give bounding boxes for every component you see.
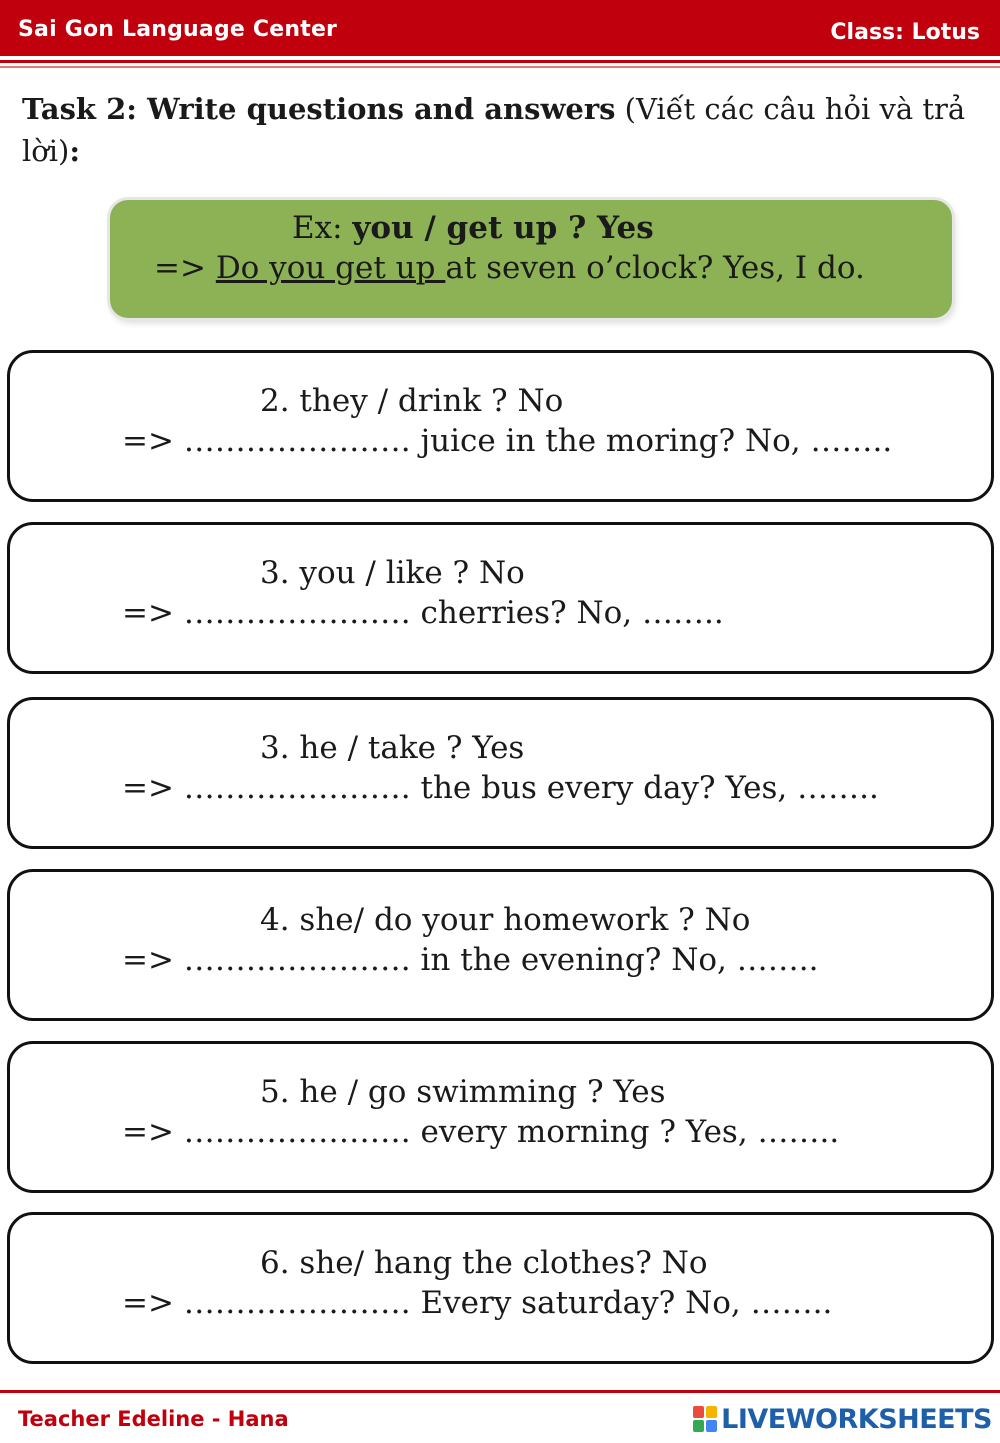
liveworksheets-logo-icon [693, 1406, 717, 1432]
header-bar [0, 0, 1000, 56]
task-title: Task 2: Write questions and answers [22, 92, 616, 126]
example-answer-rest: at seven o’clock? Yes, I do. [445, 250, 865, 286]
center-name: Sai Gon Language Center [18, 17, 338, 42]
question-answer-line[interactable]: => …………………. every morning ? Yes, …….. [122, 1114, 840, 1150]
question-box [7, 1041, 994, 1193]
example-box [110, 200, 952, 318]
example-arrow: => [154, 250, 216, 286]
liveworksheets-brand[interactable] [693, 1404, 992, 1434]
question-answer-line[interactable]: => …………………. Every saturday? No, …….. [122, 1285, 833, 1321]
question-answer-line[interactable]: => …………………. juice in the moring? No, …….. [122, 423, 893, 459]
question-box [7, 869, 994, 1021]
class-label: Class: Lotus [830, 20, 980, 45]
task-instruction [22, 88, 982, 172]
task-colon: : [69, 134, 81, 168]
question-prompt: 5. he / go swimming ? Yes [260, 1074, 666, 1110]
example-prompt-line [292, 210, 654, 246]
example-underlined-answer: Do you get up [215, 250, 446, 286]
task-translation: (Viết các câu hỏi và trả lời) [22, 92, 966, 168]
example-answer-line [154, 250, 865, 286]
brand-text: LIVEWORKSHEETS [721, 1403, 992, 1435]
teacher-name: Teacher Edeline - Hana [18, 1407, 289, 1431]
question-answer-line[interactable]: => …………………. the bus every day? Yes, …….. [122, 770, 879, 806]
example-prefix: Ex: [292, 210, 353, 246]
question-box [7, 697, 994, 849]
question-prompt: 2. they / drink ? No [260, 383, 564, 419]
question-answer-line[interactable]: => …………………. in the evening? No, …….. [122, 942, 819, 978]
example-prompt: you / get up ? Yes [352, 210, 654, 246]
question-prompt: 6. she/ hang the clothes? No [260, 1245, 708, 1281]
question-prompt: 3. you / like ? No [260, 555, 525, 591]
question-box [7, 1212, 994, 1364]
question-box [7, 522, 994, 674]
header-divider-thin [0, 66, 1000, 68]
header-divider [0, 60, 1000, 63]
question-box [7, 350, 994, 502]
question-prompt: 4. she/ do your homework ? No [260, 902, 751, 938]
footer-divider [0, 1390, 1000, 1393]
question-prompt: 3. he / take ? Yes [260, 730, 525, 766]
question-answer-line[interactable]: => …………………. cherries? No, …….. [122, 595, 724, 631]
